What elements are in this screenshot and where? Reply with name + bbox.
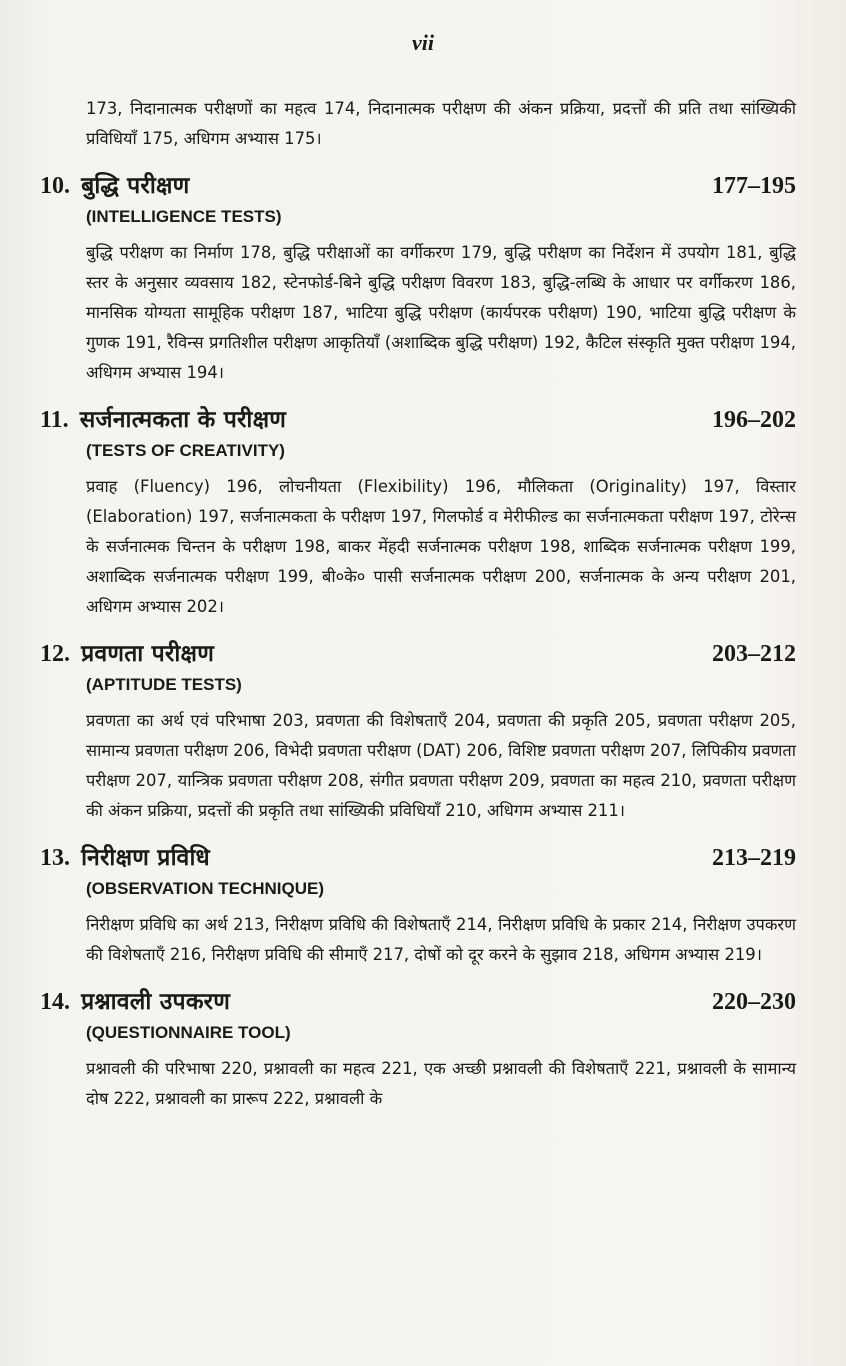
chapter-number: 12.	[40, 641, 70, 667]
intro-continuation: 173, निदानात्मक परीक्षणों का महत्व 174, निदानात्मक परीक्षण की अंकन प्रक्रिया, प्रदत्तों की प्रति तथा सांख्यिकी प्रविधियाँ 175, अधिगम अभ्यास 175।	[86, 99, 796, 148]
chapter-heading	[40, 984, 796, 1018]
chapter-number: 10.	[40, 173, 70, 199]
chapter-title-group	[40, 636, 214, 668]
chapter-number: 14.	[40, 989, 70, 1015]
chapter-number: 13.	[40, 845, 70, 871]
chapter-title-group	[40, 984, 230, 1016]
chapter-page-range: 196–202	[712, 407, 796, 433]
chapter-topics: प्रवणता का अर्थ एवं परिभाषा 203, प्रवणता की विशेषताएँ 204, प्रवणता की प्रकृति 205, प्रवणता परीक्षण 205, सामान्य प्रवणता परीक्षण 206, विभेदी प्रवणता परीक्षण (DAT) 206, विशिष्ट प्रवणता परीक्षण 207, लिपिकीय प्रवणता परीक्षण 207, यान्त्रिक प्रवणता परीक्षण 208, संगीत प्रवणता परीक्षण 209, प्रवणता का महत्व 210, प्रवणता परीक्षण की अंकन प्रक्रिया, प्रदत्तों की प्रकृति तथा सांख्यिकी प्रविधियाँ 210, अधिगम अभ्यास 211।	[86, 711, 796, 820]
chapter-page-range: 220–230	[712, 989, 796, 1015]
chapter-english-title: (TESTS OF CREATIVITY)	[86, 441, 285, 460]
chapter-english-title: (APTITUDE TESTS)	[86, 675, 242, 694]
chapter-page-range: 177–195	[712, 173, 796, 199]
chapter-number: 11.	[40, 407, 69, 433]
chapter-title-group	[40, 168, 190, 200]
chapter-heading	[40, 636, 796, 670]
chapter-topics: बुद्धि परीक्षण का निर्माण 178, बुद्धि परीक्षाओं का वर्गीकरण 179, बुद्धि परीक्षण का निर्देशन में उपयोग 181, बुद्धि स्तर के अनुसार व्यवसाय 182, स्टेनफोर्ड-बिने बुद्धि परीक्षण विवरण 183, बुद्धि-लब्धि के आधार पर वर्गीकरण 186, मानसिक योग्यता सामूहिक परीक्षण 187, भाटिया बुद्धि परीक्षण (कार्यपरक परीक्षण) 190, भाटिया बुद्धि परीक्षण के गुणक 191, रैविन्स प्रगतिशील परीक्षण आकृतियाँ (अशाब्दिक बुद्धि परीक्षण) 192, कैटिल संस्कृति मुक्त परीक्षण 194, अधिगम अभ्यास 194।	[86, 243, 796, 382]
contents-list	[40, 94, 796, 1114]
chapter-english-title: (QUESTIONNAIRE TOOL)	[86, 1023, 291, 1042]
chapter-11	[40, 402, 796, 622]
chapter-title: प्रवणता परीक्षण	[81, 641, 215, 667]
chapter-title: सर्जनात्मकता के परीक्षण	[79, 407, 287, 433]
chapter-12	[40, 636, 796, 826]
chapter-10	[40, 168, 796, 388]
page-folio: vii	[412, 30, 434, 55]
chapter-heading	[40, 840, 796, 874]
chapter-title-group	[40, 840, 210, 872]
chapter-topics: प्रवाह (Fluency) 196, लोचनीयता (Flexibility) 196, मौलिकता (Originality) 197, विस्तार (Elaboration) 197, सर्जनात्मकता के परीक्षण 197, गिलफोर्ड व मेरीफील्ड का सर्जनात्मकता परीक्षण 197, टोरेन्स के सर्जनात्मक चिन्तन के परीक्षण 198, बाकर मेंहदी सर्जनात्मक परीक्षण 198, शाब्दिक सर्जनात्मक परीक्षण 199, अशाब्दिक सर्जनात्मक परीक्षण 199, बी०के० पासी सर्जनात्मक परीक्षण 200, सर्जनात्मक के अन्य परीक्षण 201, अधिगम अभ्यास 202।	[86, 477, 796, 616]
chapter-english-title: (OBSERVATION TECHNIQUE)	[86, 879, 325, 898]
chapter-title: प्रश्नावली उपकरण	[81, 989, 231, 1015]
chapter-14	[40, 984, 796, 1114]
chapter-title: बुद्धि परीक्षण	[81, 173, 190, 199]
chapter-heading	[40, 168, 796, 202]
chapter-page-range: 203–212	[712, 641, 796, 667]
chapter-english-title: (INTELLIGENCE TESTS)	[86, 207, 282, 226]
chapter-topics: प्रश्नावली की परिभाषा 220, प्रश्नावली का महत्व 221, एक अच्छी प्रश्नावली की विशेषताएँ 221, प्रश्नावली के सामान्य दोष 222, प्रश्नावली का प्रारूप 222, प्रश्नावली के	[86, 1059, 796, 1108]
chapter-13	[40, 840, 796, 970]
chapter-heading	[40, 402, 796, 436]
chapter-title-group	[40, 402, 286, 434]
chapter-topics: निरीक्षण प्रविधि का अर्थ 213, निरीक्षण प्रविधि की विशेषताएँ 214, निरीक्षण प्रविधि के प्रकार 214, निरीक्षण उपकरण की विशेषताएँ 216, निरीक्षण प्रविधि की सीमाएँ 217, दोषों को दूर करने के सुझाव 218, अधिगम अभ्यास 219।	[86, 915, 796, 964]
chapter-page-range: 213–219	[712, 845, 796, 871]
chapter-title: निरीक्षण प्रविधि	[81, 845, 210, 871]
